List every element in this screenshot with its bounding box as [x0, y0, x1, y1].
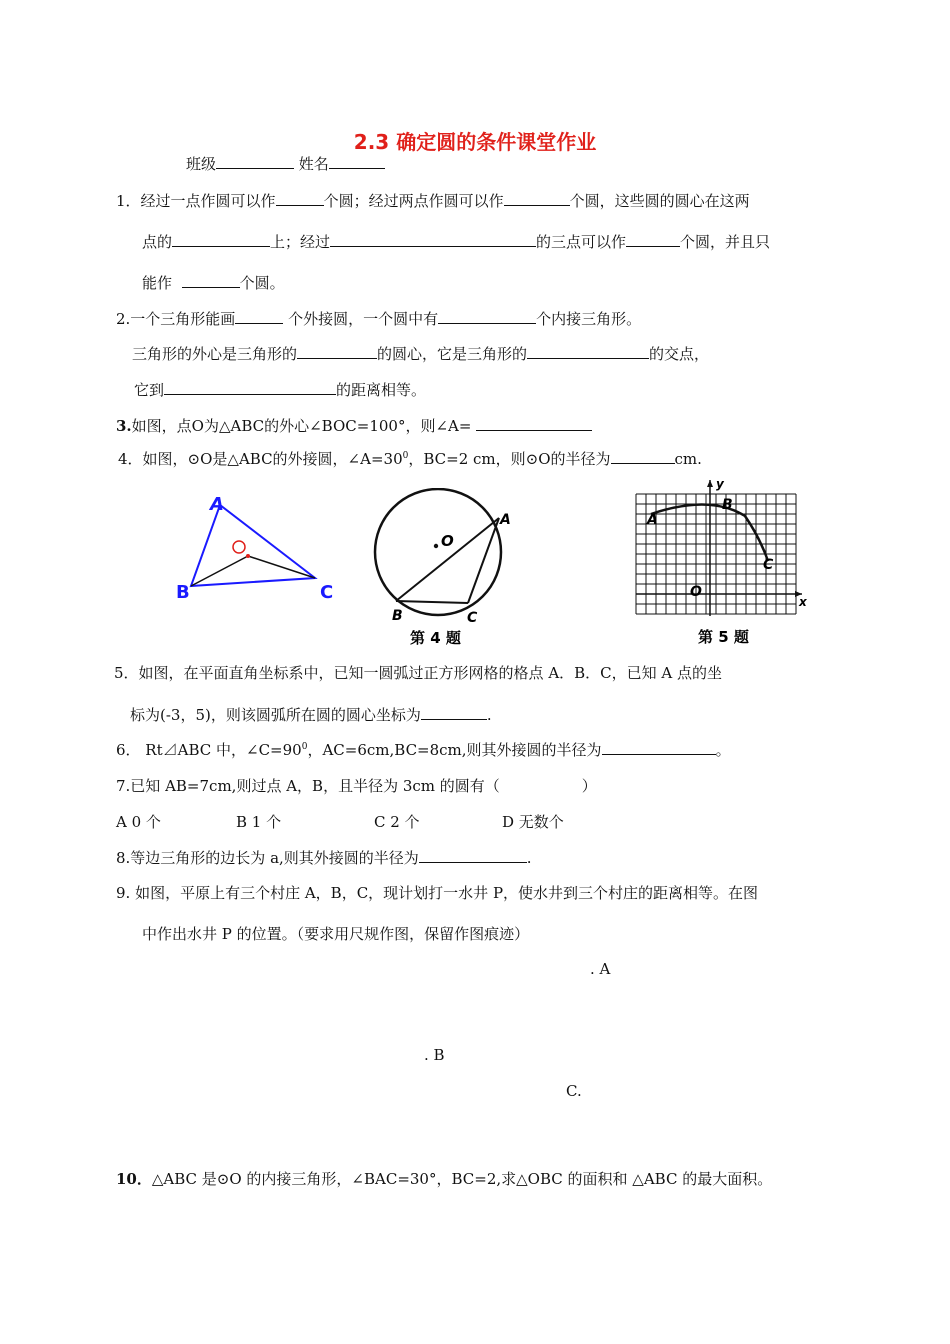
q1-text: 个圆，这些圆的圆心在这两 — [569, 192, 750, 210]
q7-line — [116, 775, 597, 796]
name-label: 姓名 — [298, 155, 329, 173]
label-c: C — [763, 557, 774, 573]
q4-degree-sup: 0 — [402, 451, 409, 461]
q8-blank[interactable] — [419, 848, 527, 863]
label-b: B — [392, 608, 403, 624]
q1-line1 — [116, 190, 750, 211]
triangle-abc — [191, 505, 315, 586]
q1-blank-3[interactable] — [172, 232, 270, 247]
q5-line1: 5．如图，在平面直角坐标系中，已知一圆弧过正方形网格的格点 A．B．C，已知 A 点的坐 — [114, 664, 723, 682]
figure-caption: 第 5 题 — [698, 628, 749, 646]
q10-number: 10． — [116, 1170, 152, 1188]
q4-text: 如图，⊙O是△ABC的外接圆，∠A=30 — [142, 450, 403, 468]
q7-option-c[interactable]: C 2 个 — [374, 813, 420, 831]
village-c: C. — [566, 1082, 582, 1100]
label-b: B — [176, 582, 190, 603]
q7-option-b[interactable]: B 1 个 — [236, 813, 282, 831]
center-dot — [246, 554, 250, 558]
q8-line — [116, 847, 532, 868]
q1-blank-6[interactable] — [182, 273, 240, 288]
q3-number: 3. — [116, 417, 132, 435]
q2-text: 2.一个三角形能画 — [116, 310, 236, 328]
figure-circle-q4 — [366, 488, 526, 648]
name-blank[interactable] — [329, 154, 385, 169]
page-title: 2.3 确定圆的条件课堂作业 — [353, 130, 597, 154]
q5-line2 — [130, 704, 492, 725]
circle-o — [375, 489, 501, 615]
label-c: C — [467, 610, 478, 626]
label-a: A — [500, 512, 511, 528]
q4-text: cm. — [674, 450, 702, 468]
chord-bc — [396, 601, 468, 603]
village-a: . A — [590, 960, 611, 978]
q7-text: ） — [581, 777, 597, 795]
q2-blank-4[interactable] — [527, 344, 649, 359]
figure-triangle-abc — [170, 490, 350, 605]
label-y: y — [716, 477, 724, 491]
q2-text: 个内接三角形。 — [536, 310, 642, 328]
q9-line1: 9. 如图，平原上有三个村庄 A，B，C，现计划打一水井 P，使水井到三个村庄的距离相等。在图 — [116, 884, 759, 902]
q2-line2 — [132, 343, 709, 364]
q1-blank-1[interactable] — [276, 191, 324, 206]
q6-line — [116, 739, 731, 760]
q1-line3 — [142, 272, 285, 293]
figure-caption: 第 4 题 — [410, 629, 461, 647]
center-point — [434, 544, 438, 548]
q2-text: 的距离相等。 — [336, 381, 427, 399]
q7-option-d[interactable]: D 无数个 — [502, 813, 564, 831]
label-a: A — [210, 494, 224, 515]
q6-text: ，AC=6cm,BC=8cm,则其外接圆的半径为 — [307, 741, 602, 759]
q7-option-a[interactable]: A 0 个 — [116, 813, 161, 831]
q5-text: . — [486, 706, 492, 724]
label-b: B — [722, 497, 733, 513]
circumcenter-marker — [233, 541, 245, 553]
q6-text: 6． Rt⊿ABC 中，∠C=90 — [116, 741, 302, 759]
q2-text: 个外接圆，一个圆中有 — [288, 310, 439, 328]
q5-blank[interactable] — [421, 705, 487, 720]
class-label: 班级 — [186, 155, 217, 173]
q4-line — [118, 448, 702, 469]
label-c: C — [320, 582, 334, 603]
label-origin: O — [690, 584, 702, 600]
label-x: x — [799, 595, 807, 609]
q1-blank-5[interactable] — [626, 232, 680, 247]
q3-line — [116, 415, 592, 436]
q3-blank[interactable] — [476, 416, 592, 431]
q6-degree-sup: 0 — [301, 742, 308, 752]
figure-grid-q5 — [632, 476, 814, 650]
q6-blank[interactable] — [602, 740, 716, 755]
q2-text: 的圆心，它是三角形的 — [377, 345, 528, 363]
q1-text: 上；经过 — [270, 233, 331, 251]
q2-text: 它到 — [134, 381, 165, 399]
q7-text: 7.已知 AB=7cm,则过点 A，B，且半径为 3cm 的圆有（ — [116, 777, 500, 795]
q2-blank-2[interactable] — [438, 309, 536, 324]
q8-text: . — [526, 849, 532, 867]
label-o: O — [441, 532, 454, 550]
q1-text: 能作 — [142, 274, 173, 292]
segment-oc — [248, 556, 315, 578]
q2-blank-1[interactable] — [235, 309, 283, 324]
q2-line3 — [134, 379, 426, 400]
q3-text: 如图，点O为△ABC的外心∠BOC=100°，则∠A= — [131, 417, 472, 435]
q1-text: 个圆；经过两点作圆可以作 — [323, 192, 504, 210]
q2-blank-5[interactable] — [164, 380, 336, 395]
class-blank[interactable] — [216, 154, 294, 169]
q1-text: 的三点可以作 — [536, 233, 627, 251]
q9-line2: 中作出水井 P 的位置。（要求用尺规作图，保留作图痕迹） — [142, 925, 530, 943]
q1-text: 个圆，并且只 — [680, 233, 771, 251]
q2-line1 — [116, 308, 641, 329]
q10-text: △ABC 是⊙O 的内接三角形，∠BAC=30°，BC=2,求△OBC 的面积和 △ABC 的最大面积。 — [151, 1170, 773, 1188]
q4-number: 4． — [118, 450, 143, 468]
village-b: . B — [424, 1046, 445, 1064]
header-line — [186, 153, 385, 174]
q4-blank[interactable] — [611, 449, 675, 464]
q1-line2 — [142, 231, 770, 252]
q1-text: 经过一点作圆可以作 — [140, 192, 276, 210]
q1-text: 个圆。 — [239, 274, 285, 292]
q8-text: 8.等边三角形的边长为 a,则其外接圆的半径为 — [116, 849, 419, 867]
q1-text: 点的 — [142, 233, 173, 251]
q1-blank-2[interactable] — [504, 191, 570, 206]
q2-text: 三角形的外心是三角形的 — [132, 345, 298, 363]
q5-text: 标为(-3，5)，则该圆弧所在圆的圆心坐标为 — [130, 706, 421, 724]
y-axis-arrow — [707, 480, 713, 487]
q4-text: ，BC=2 cm，则⊙O的半径为 — [408, 450, 611, 468]
q1-number: 1． — [116, 192, 141, 210]
q1-blank-4[interactable] — [330, 232, 536, 247]
q10-line — [116, 1168, 772, 1189]
q6-text: 。 — [715, 741, 731, 759]
q2-blank-3[interactable] — [297, 344, 377, 359]
label-a: A — [647, 512, 658, 528]
q2-text: 的交点， — [649, 345, 710, 363]
